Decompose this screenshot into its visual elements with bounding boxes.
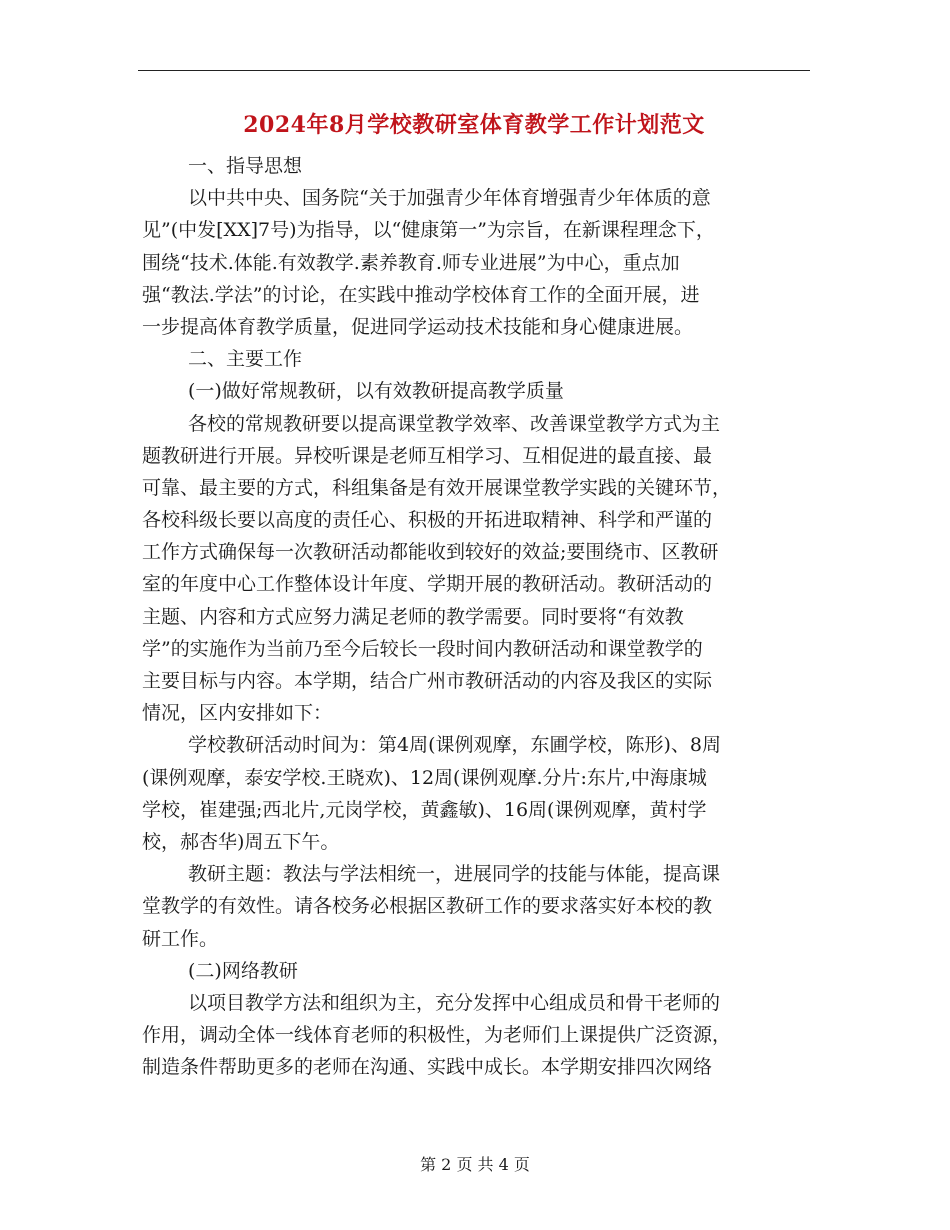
text-line: 学校教研活动时间为：第4周(课例观摩，东圃学校，陈形)、8周 (188, 734, 722, 757)
text-line: (课例观摩，泰安学校.王晓欢)、12周(课例观摩.分片:东片,中海康城 (142, 766, 707, 789)
text-line: 一步提高体育教学质量，促进同学运动技术技能和身心健康进展。 (142, 315, 694, 338)
text-line: 学校，崔建强;西北片,元岗学校，黄鑫敏)、16周(课例观摩，黄村学 (142, 798, 707, 821)
text-line: 各校的常规教研要以提高课堂教学效率、改善课堂教学方式为主 (188, 412, 721, 435)
text-line: 工作方式确保每一次教研活动都能收到较好的效益;要围绕市、区教研 (142, 541, 719, 564)
text-line: 室的年度中心工作整体设计年度、学期开展的教研活动。教研活动的 (142, 573, 713, 596)
document-body (142, 150, 812, 1083)
text-line: 题教研进行开展。异校听课是老师互相学习、互相促进的最直接、最 (142, 444, 713, 467)
text-line: 作用，调动全体一线体育老师的积极性，为老师们上课提供广泛资源， (142, 1024, 732, 1047)
text-line: 围绕“技术.体能.有效教学.素养教育.师专业进展”为中心，重点加 (142, 251, 680, 274)
text-line: (一)做好常规教研，以有效教研提高教学质量 (188, 380, 564, 403)
text-line: 学”的实施作为当前乃至今后较长一段时间内教研活动和课堂教学的 (142, 637, 703, 660)
text-line: 堂教学的有效性。请各校务必根据区教研工作的要求落实好本校的教 (142, 895, 713, 918)
page-footer: 第 2 页 共 4 页 (420, 1155, 530, 1174)
text-line: 二、主要工作 (188, 348, 303, 371)
text-line: 强“教法.学法”的讨论，在实践中推动学校体育工作的全面开展，进 (142, 283, 700, 306)
text-line: 见”(中发[XX]7号)为指导，以“健康第一”为宗旨，在新课程理念下， (142, 219, 715, 242)
text-line: 主题、内容和方式应努力满足老师的教学需要。同时要将“有效教 (142, 605, 684, 628)
text-line: 制造条件帮助更多的老师在沟通、实践中成长。本学期安排四次网络 (142, 1056, 713, 1079)
text-line: 一、指导思想 (188, 155, 303, 177)
text-line: 教研主题：教法与学法相统一，进展同学的技能与体能，提高课 (188, 863, 721, 886)
text-line: 研工作。 (142, 927, 219, 950)
text-line: 各校科级长要以高度的责任心、积极的开拓进取精神、科学和严谨的 (142, 509, 713, 532)
document-title: 2024年8月学校教研室体育教学工作计划范文 (243, 112, 705, 138)
text-line: 可靠、最主要的方式，科组集备是有效开展课堂教学实践的关键环节， (142, 476, 732, 499)
text-line: (二)网络教研 (188, 959, 298, 982)
text-line: 情况，区内安排如下： (142, 702, 333, 725)
text-line: 以中共中央、国务院“关于加强青少年体育增强青少年体质的意 (188, 187, 711, 210)
text-line: 以项目教学方法和组织为主，充分发挥中心组成员和骨干老师的 (188, 991, 721, 1014)
text-line: 主要目标与内容。本学期，结合广州市教研活动的内容及我区的实际 (142, 670, 713, 692)
header-rule (138, 70, 810, 71)
text-line: 校，郝杏华)周五下午。 (142, 830, 340, 853)
